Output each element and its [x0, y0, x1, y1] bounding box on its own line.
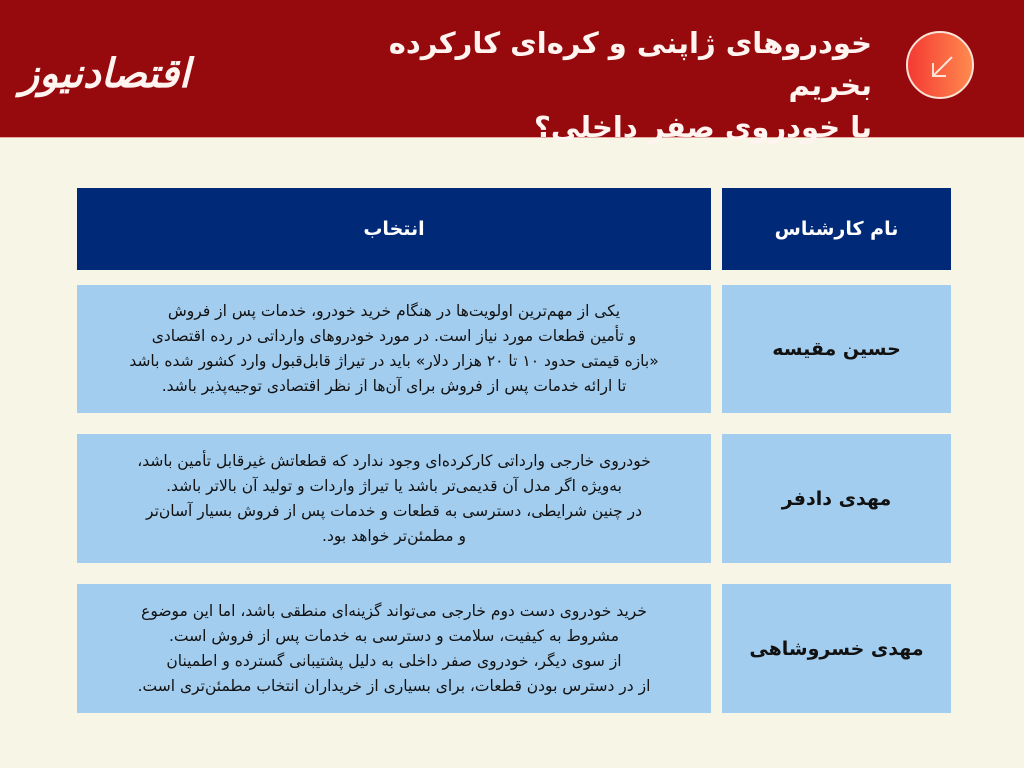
column-header-expert-name: [722, 188, 951, 270]
text-line: «بازه قیمتی حدود ۱۰ تا ۲۰ هزار دلار» باید در تیراژ قابل‌قبول وارد کشور شده باشد: [129, 352, 659, 370]
text-line: از سوی دیگر، خودروی صفر داخلی به دلیل پشتیبانی گسترده و اطمینان: [166, 651, 622, 670]
table-row-3-choice: [77, 584, 711, 713]
text-line: در چنین شرایطی، دسترسی به قطعات و خدمات پس از فروش بسیار آسان‌تر: [146, 501, 642, 520]
title-line-2: یا خودروی صفر داخلی؟: [534, 110, 872, 144]
table-row-2-expert-name: [722, 434, 951, 563]
table-row-2-choice: [77, 434, 711, 563]
text-line: یکی از مهم‌ترین اولویت‌ها در هنگام خرید خودرو، خدمات پس از فروش: [167, 302, 621, 320]
expert-name: مهدی دادفر: [781, 487, 892, 510]
text-line: خرید خودروی دست دوم خارجی می‌تواند گزینه‌ای منطقی باشد، اما این موضوع: [141, 601, 647, 620]
column-header-label: نام کارشناس: [774, 218, 899, 240]
text-line: و مطمئن‌تر خواهد بود.: [322, 526, 466, 545]
arrow-down-left-icon: [906, 31, 974, 99]
column-header-choice: [77, 188, 711, 270]
logo: اقتصادنیوز: [19, 50, 190, 97]
text-line: و تأمین قطعات مورد نیاز است. در مورد خودروهای وارداتی در رده اقتصادی: [151, 327, 637, 345]
text-line: به‌ویژه اگر مدل آن قدیمی‌تر باشد یا تیراژ واردات و تولید آن بالاتر باشد.: [166, 476, 622, 495]
table-row-3-expert-name: [722, 584, 951, 713]
page-title: [312, 22, 872, 148]
expert-name: مهدی خسروشاهی: [749, 637, 924, 660]
table-row-1-choice: [77, 285, 711, 413]
text-line: مشروط به کیفیت، سلامت و دسترسی به خدمات پس از فروش است.: [168, 626, 620, 645]
header-banner: [0, 0, 1024, 144]
text-line: تا ارائه خدمات پس از فروش برای آن‌ها از نظر اقتصادی توجیه‌پذیر باشد.: [161, 377, 627, 395]
expert-name: حسین مقیسه: [772, 338, 901, 360]
title-line-1: خودروهای ژاپنی و کره‌ای کارکرده بخریم: [388, 26, 872, 102]
table-row-1-expert-name: [722, 285, 951, 413]
column-header-label: انتخاب: [363, 218, 425, 240]
text-line: خودروی خارجی وارداتی کارکرده‌ای وجود ندارد که قطعاتش غیرقابل تأمین باشد،: [137, 451, 651, 470]
text-line: از در دسترس بودن قطعات، برای بسیاری از خریداران انتخاب مطمئن‌تری است.: [137, 676, 651, 695]
